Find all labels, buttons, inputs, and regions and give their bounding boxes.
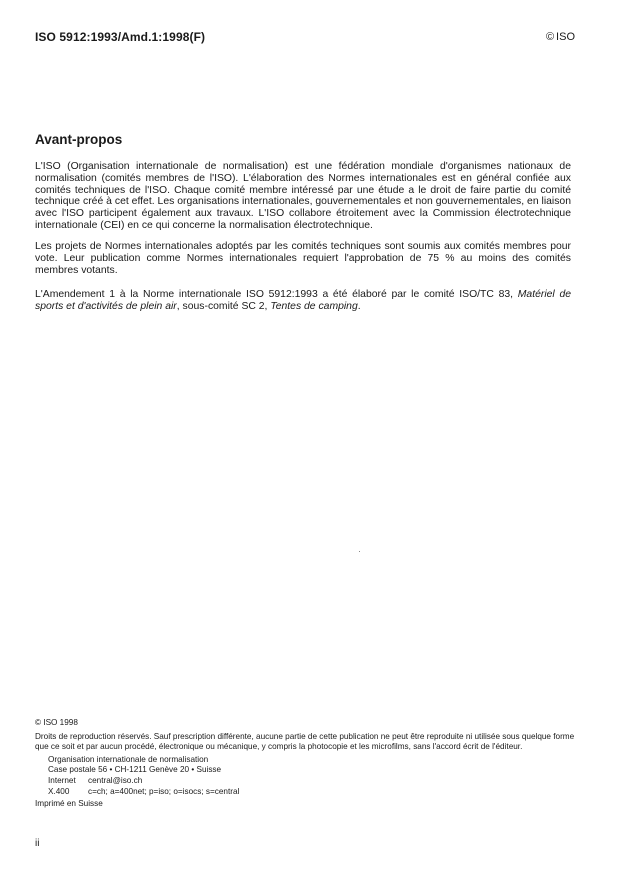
publication-footer [35, 718, 575, 810]
header-copyright [546, 31, 575, 43]
section-title: Avant-propos [35, 132, 123, 147]
internet-row [48, 776, 575, 787]
publisher-address [48, 755, 575, 797]
subcommittee-title: Tentes de camping [270, 300, 358, 312]
x400-label: X.400 [48, 786, 70, 796]
internet-label: Internet [48, 775, 76, 785]
amendment-lead-text: L'Amendement 1 à la Norme internationale ISO 5912:1993 a été élaboré par le comité ISO/TC 83, [35, 289, 514, 300]
copyright-icon: © [545, 31, 555, 43]
header-org: ISO [556, 31, 575, 43]
amendment-mid-text: , sous-comité SC 2, [176, 300, 268, 312]
foreword-paragraph-2: Les projets de Normes internationales adoptés par les comités techniques sont soumis aux comités membres pour vote. Leur publication comme Normes internationales requiert l'approbation de 75 % au moins des comités membres votants. [35, 241, 571, 276]
rights-notice: Droits de reproduction réservés. Sauf prescription différente, aucune partie de cette publication ne peut être reproduite ni utilisée sous quelque forme que ce soit et par aucun procédé, électronique ou mécanique, y compris la photocopie et les microfilms, sans l'accord écrit de l'éditeur. [35, 731, 575, 752]
footer-copyright: © ISO 1998 [35, 718, 78, 727]
x400-address: c=ch; a=400net; p=iso; o=isocs; s=central [88, 786, 240, 796]
internet-address: central@iso.ch [88, 775, 143, 785]
committee-title: Matériel de sports et d'activités de plein air [35, 289, 572, 312]
postal-address: Case postale 56 • CH-1211 Genève 20 • Suisse [48, 765, 222, 775]
page-number: ii [35, 838, 40, 849]
amendment-end-text: . [357, 300, 361, 312]
scan-speck [359, 551, 360, 552]
document-identifier: ISO 5912:1993/Amd.1:1998(F) [35, 30, 206, 44]
printed-in: Imprimé en Suisse [35, 799, 103, 809]
publisher-name: Organisation internationale de normalisation [48, 754, 209, 764]
foreword-paragraph-1: L'ISO (Organisation internationale de normalisation) est une fédération mondiale d'organismes nationaux de normalisation (comités membres de l'ISO). L'élaboration des Normes internationales est en général confiée aux comités techniques de l'ISO. Chaque comité membre intéressé par une étude a le droit de faire partie du comité technique créé à cet effet. Les organisations internationales, gouvernementales et non gouvernementales, en liaison avec l'ISO participent également aux travaux. L'ISO collabore étroitement avec la Commission électrotechnique internationale (CEI) en ce qui concerne la normalisation électrotechnique. [35, 161, 571, 231]
x400-row [48, 787, 575, 798]
foreword-paragraph-3 [35, 289, 571, 313]
